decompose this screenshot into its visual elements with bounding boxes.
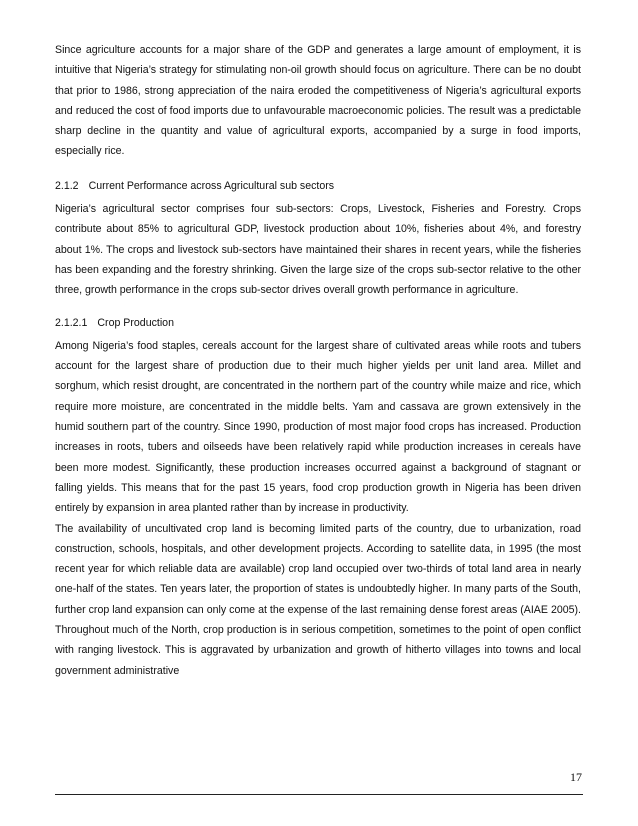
crop-production-paragraph: Among Nigeria’s food staples, cereals account for the largest share of cultivated areas while roots and tubers account for the largest share of production due to their much higher yields per unit land area. Millet and sorghum, which resist drought, are concentrated in the northern part of the country while maize and rice, which require more moisture, are concentrated in the middle belts. Yam and cassava are grown extensively in the humid southern part of the country. Since 1990, production of most major food crops has increased. Production increases in roots, tubers and oilseeds have been relatively rapid while production increases in cereals have been more modest. Significantly, these production increases occurred against a background of stagnant or falling yields. This means that for the past 15 years, food crop production growth in Nigeria has been driven entirely by expansion in area planted rather than by increase in productivity. xyxy=(55,339,581,515)
section-number: 2.1.2.1 xyxy=(55,316,88,329)
spacer xyxy=(55,162,581,176)
page-body xyxy=(55,40,581,681)
footer-divider xyxy=(55,794,583,795)
page-number: 17 xyxy=(570,770,582,784)
section-title: Current Performance across Agricultural sub sectors xyxy=(88,179,335,192)
section-heading-2-1-2 xyxy=(55,176,581,196)
section-heading-2-1-2-1 xyxy=(55,313,581,333)
intro-paragraph: Since agriculture accounts for a major share of the GDP and generates a large amount of employment, it is intuitive that Nigeria’s strategy for stimulating non-oil growth should focus on agriculture. There can be no doubt that prior to 1986, strong appreciation of the naira eroded the competitiveness of Nigeria’s agricultural exports and reduced the cost of food imports due to unfavourable macroeconomic policies. The result was a predictable sharp decline in the quantity and value of agricultural exports, accompanied by a surge in food imports, especially rice. xyxy=(55,44,581,158)
subsectors-paragraph: Nigeria’s agricultural sector comprises four sub-sectors: Crops, Livestock, Fisheries and Forestry. Crops contribute about 85% to agricultural GDP, livestock production about 10%, fisheries about 4%, and forestry about 1%. The crops and livestock sub-sectors have maintained their shares in recent years, while the fisheries has been expanding and the forestry shrinking. Given the large size of the crops sub-sector relative to the other three, growth performance in the crops sub-sector drives overall growth performance in agriculture. xyxy=(55,203,581,297)
spacer xyxy=(55,301,581,313)
section-number: 2.1.2 xyxy=(55,179,79,192)
section-title: Crop Production xyxy=(97,316,174,329)
crop-land-paragraph: The availability of uncultivated crop land is becoming limited parts of the country, due to urbanization, road construction, schools, hospitals, and other development projects. According to satellite data, in 1995 (the most recent year for which reliable data are available) crop land occupied over two-thirds of total land area in nearly one-half of the states. Ten years later, the proportion of states is undoubtedly higher. In many parts of the South, further crop land expansion can only come at the expense of the last remaining dense forest areas (AIAE 2005). Throughout much of the North, crop production is in serious competition, sometimes to the point of open conflict with ranging livestock. This is aggravated by urbanization and growth of hitherto villages into towns and local government administrative xyxy=(55,522,581,677)
